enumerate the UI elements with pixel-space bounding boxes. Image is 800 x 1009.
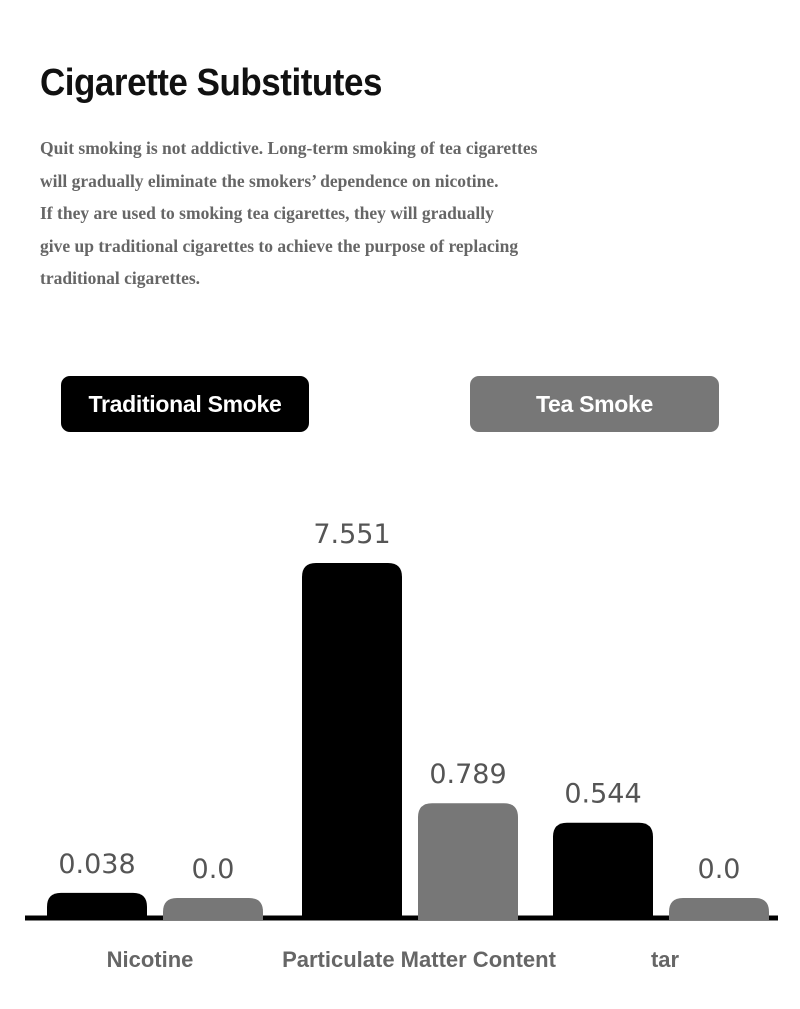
data-label: 7.551 [313,519,391,550]
bar-chart [0,460,800,1009]
category-label: tar [650,947,680,972]
bar-traditional [553,823,653,920]
category-label: Nicotine [106,947,194,972]
data-label: 0.038 [58,848,136,880]
legend-tea-smoke: Tea Smoke [470,376,719,432]
bar-traditional [47,893,147,920]
data-label: 0.0 [191,854,235,885]
description [40,132,640,295]
page-title: Cigarette Substitutes [40,62,382,104]
description-line: give up traditional cigarettes to achieve the purpose of replacing [40,235,519,256]
description-line: If they are used to smoking tea cigarettes, they will gradually [40,203,494,223]
description-line: will gradually eliminate the smokers’ dependence on nicotine. [40,170,499,191]
bar-tea [669,898,769,920]
bar-tea [418,803,518,920]
description-line: Quit smoking is not addictive. Long-term smoking of tea cigarettes [40,138,538,158]
legend-traditional-smoke: Traditional Smoke [61,376,309,432]
data-label: 0.544 [564,778,642,810]
bar-traditional [302,563,402,920]
description-line: traditional cigarettes. [40,268,201,288]
category-label: Particulate Matter Content [282,947,556,972]
bar-tea [163,898,263,920]
data-label: 0.789 [429,759,507,791]
data-label: 0.0 [697,854,741,885]
